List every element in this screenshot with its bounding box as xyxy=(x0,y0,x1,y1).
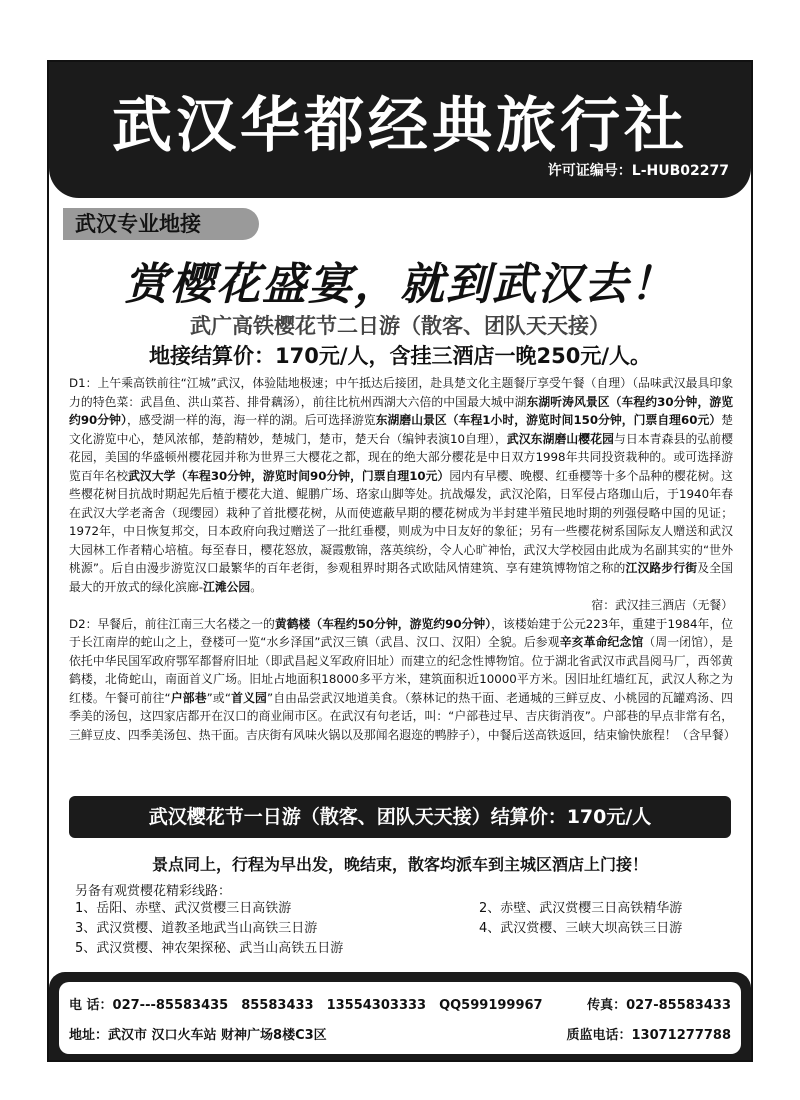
d2-segment: 首义园 xyxy=(230,690,267,705)
tour-title: 武广高铁樱花节二日游（散客、团队天天接） xyxy=(190,314,610,338)
d1-segment: 江滩公园 xyxy=(203,579,251,594)
itinerary-day1 xyxy=(69,374,733,615)
d1-segment: 江汉路步行街 xyxy=(625,561,698,575)
d1-segment: 及全国最大的开放式的绿化滨廊- xyxy=(69,561,733,594)
d2-segment: ，该楼始建于公元223年，重建于1984年，位于长江南岸的蛇山之上，登楼可一览“水乡泽国”武汉三镇（武昌、汉口、汉阳）全貌。后参观 xyxy=(69,616,733,649)
price-line: 地接结算价：170元/人，含挂三酒店一晚250元/人。 xyxy=(148,344,651,368)
license-number: 许可证编号：L-HUB02277 xyxy=(547,163,729,179)
itinerary xyxy=(69,374,736,744)
fax-number: 传真：027-85583433 xyxy=(587,998,731,1013)
routes-intro: 另备有观赏樱花精彩线路： xyxy=(75,884,232,899)
itinerary-day2 xyxy=(69,615,736,745)
d2-segment: D2：早餐后，前往江南三大名楼之一的 xyxy=(69,616,275,631)
d1-segment: D1：上午乘高铁前往“江城”武汉，体验陆地极速；中午抵达后接团，赴具楚文化主题餐厅享受午餐（自理）（品味武汉最具印象力的特色菜：武昌鱼、洪山菜苔、排骨藕汤），前往比杭州西湖大六倍的中国最大城中湖 xyxy=(69,376,733,409)
route-item: 2、赤壁、武汉赏樱三日高铁精华游 xyxy=(479,901,683,916)
phone-label: 电 话： xyxy=(69,998,113,1013)
route-item: 3、武汉赏樱、道教圣地武当山高铁三日游 xyxy=(75,921,318,936)
route-item: 5、武汉赏樱、神农架探秘、武当山高铁五日游 xyxy=(75,941,344,956)
d2-segment: 黄鹤楼（车程约50分钟，游览约90分钟） xyxy=(274,616,492,631)
flyer xyxy=(47,60,753,1062)
d2-segment: （周一闭馆），是依托中华民国军政府鄂军都督府旧址（即武昌起义军政府旧址）而建立的纪念性博物馆。位于湖北省武汉市武昌阅马厂，西邻黄鹤楼，北倚蛇山，南面首义广场。旧址占地面积18000多平方米，建筑面积近10000平方米。因旧址红墙红瓦，武汉人称之为红楼。午餐可前往“ xyxy=(69,635,733,705)
address-row xyxy=(69,1024,731,1043)
d1-segment: 。 xyxy=(250,579,263,594)
pickup-note: 景点同上，行程为早出发，晚结束，散客均派车到主城区酒店上门接！ xyxy=(151,855,648,874)
address: 地址：武汉市 汉口火车站 财神广场8楼C3区 xyxy=(69,1028,327,1043)
one-day-tour-banner: 武汉樱花节一日游（散客、团队天天接）结算价：170元/人 xyxy=(69,796,731,838)
contact-box xyxy=(59,982,741,1054)
d2-segment: ”或“ xyxy=(206,690,231,705)
phone-numbers: 027---85583435 85583433 13554303333 QQ599199967 xyxy=(112,998,543,1013)
route-item: 4、武汉赏樱、三峡大坝高铁三日游 xyxy=(479,921,683,936)
d1-segment: 园内有早樱、晚樱、红垂樱等十多个品种的樱花树。这些樱花树目抗战时期起先后植于樱花大道、鲲鹏广场、珞家山脚等处。抗战爆发，武汉沦陷，日军侵占珞珈山后，于1940年春在武汉大学老斋舍（现缨园）栽种了首批樱花树，从而使遮蔽早期的樱花树成为半封建半殖民地时期的列强侵略中国的见证；1972年，中日恢复邦交，日本政府向我过赠送了一批红垂樱，则成为中日友好的象征；另有一些樱花树系国际友人赠送和武汉大园林工作者精心培植。每至春日，樱花怒放，凝霞敷锦，落英缤纷，令人心旷神怡，武汉大学校园由此成为名副其实的“世外桃源”。后自由漫步游览汉口最繁华的百年老街，参观租界时期各式欧陆风情建筑、享有建筑博物馆之称的 xyxy=(69,468,733,575)
header xyxy=(49,62,751,198)
agency-name: 武汉华都经典旅行社 xyxy=(112,91,688,161)
slogan: 赏樱花盛宴，就到武汉去！ xyxy=(124,259,676,310)
d1-segment: 武汉大学（车程30分钟，游览时间90分钟，门票自理10元） xyxy=(128,468,450,483)
d1-segment: 与日本青森县的弘前樱花园，美国的华盛顿州樱花园并称为世界三大樱花之都，现在的绝大部分樱花是中日双方1998年共同投资栽种的。或可选择游览百年名校 xyxy=(69,431,733,483)
d1-segment: ，感受湖一样的海，海一样的湖。后可选择游览 xyxy=(126,413,376,427)
quality-phone: 质监电话：13071277788 xyxy=(566,1028,731,1043)
route-item: 1、岳阳、赤壁、武汉赏樱三日高铁游 xyxy=(75,901,292,916)
day1-lodging: 宿：武汉挂三酒店（无餐） xyxy=(591,598,733,612)
d1-segment: 东湖磨山景区（车程1小时，游览时间150分钟，门票自理60元） xyxy=(375,413,722,427)
d1-segment: 武汉东湖磨山樱花园 xyxy=(506,431,615,446)
contact-footer xyxy=(49,972,751,1060)
d2-segment: 户部巷 xyxy=(170,690,207,705)
d2-segment: ”自由品尝武汉地道美食。（蔡林记的热干面、老通城的三鲜豆皮、小桃园的瓦罐鸡汤、四季美的汤包，这四家店都开在汉口的商业闹市区。在武汉有句老话，叫：“户部巷过早、吉庆街消夜”。户部巷的早点非常有名，三鲜豆皮、四季美汤包、热干面。吉庆街有风味火锅以及那闻名遐迩的鸭脖子），中餐后送高铁返回，结束愉快旅程！（含早餐） xyxy=(69,690,736,742)
ribbon-label: 武汉专业地接 xyxy=(63,208,259,240)
d2-segment: 辛亥革命纪念馆 xyxy=(559,635,644,649)
d1-segment: 东湖听涛风景区（车程约30分钟，游览约90分钟） xyxy=(69,394,734,427)
d1-segment: 楚文化游览中心，楚风浓郁，楚韵精妙，楚城门，楚市，楚天台（编钟表演10自理）， xyxy=(69,413,733,446)
phone-row xyxy=(69,994,731,1013)
